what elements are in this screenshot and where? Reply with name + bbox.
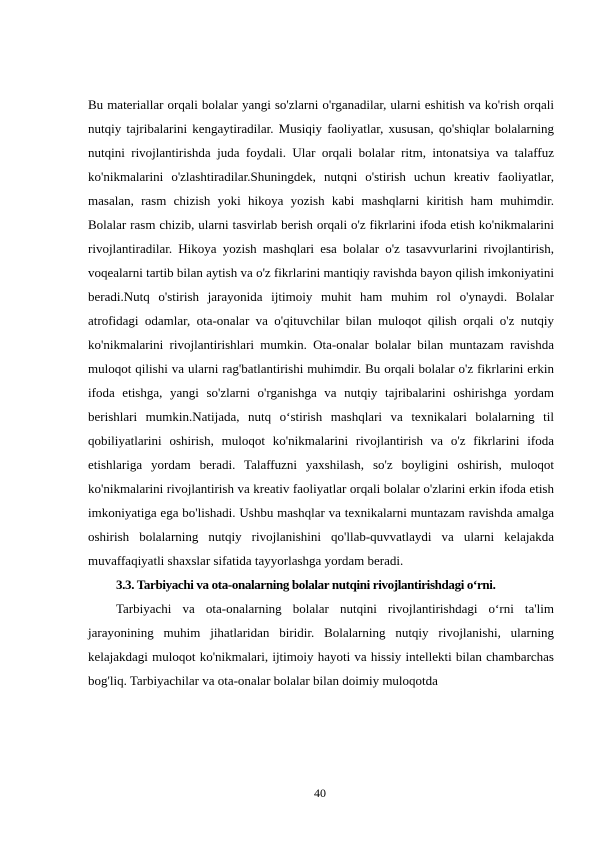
page-number: 40: [314, 786, 326, 800]
page-body: [88, 93, 554, 693]
body-paragraph: Bu materiallar orqali bolalar yangi so'zlarni o'rganadilar, ularni eshitish va ko'rish orqali nutqiy tajribalarini kengaytiradilar. Musiqiy faoliyatlar, xususan, qo'shiqlar bolalarning nutqini rivojlantirishda juda foydali. Ular orqali bolalar ritm, intonatsiya va talaffuz ko'nikmalarini o'zlashtiradilar.Shuningdek, nutqni o'stirish uchun kreativ faoliyatlar, masalan, rasm chizish yoki hikoya yozish kabi mashqlarni kiritish ham muhimdir. Bolalar rasm chizib, ularni tasvirlab berish orqali o'z fikrlarini ifoda etish ko'nikmalarini rivojlantiradilar. Hikoya yozish mashqlari esa bolalar o'z tasavvurlarini rivojlantirish, voqealarni tartib bilan aytish va o'z fikrlarini mantiqiy ravishda bayon qilish imkoniyatini beradi.Nutq o'stirish jarayonida ijtimoiy muhit ham muhim rol o'ynaydi. Bolalar atrofidagi odamlar, ota-onalar va o'qituvchilar bilan muloqot qilish orqali o'z nutqiy ko'nikmalarini rivojlantirishlari mumkin. Ota-onalar bolalar bilan muntazam ravishda muloqot qilishi va ularni rag'batlantirishi muhimdir. Bu orqali bolalar o'z fikrlarini erkin ifoda etishga, yangi so'zlarni o'rganishga va nutqiy tajribalarini oshirishga yordam berishlari mumkin.Natijada, nutq o‘stirish mashqlari va texnikalari bolalarning til qobiliyatlarini oshirish, muloqot ko'nikmalarini rivojlantirish va o'z fikrlarini ifoda etishlariga yordam beradi. Talaffuzni yaxshilash, so'z boyligini oshirish, muloqot ko'nikmalarini rivojlantirish va kreativ faoliyatlar orqali bolalar o'zlarini erkin ifoda etish imkoniyatiga ega bo'lishadi. Ushbu mashqlar va texnikalarni muntazam ravishda amalga oshirish bolalarning nutqiy rivojlanishini qo'llab-quvvatlaydi va ularni kelajakda muvaffaqiyatli shaxslar sifatida tayyorlashga yordam beradi.: [88, 97, 554, 568]
body-paragraph: Tarbiyachi va ota-onalarning bolalar nutqini rivojlantirishdagi o‘rni ta'lim jarayonining muhim jihatlaridan biridir. Bolalarning nutqiy rivojlanishi, ularning kelajakdagi muloqot ko'nikmalari, ijtimoiy hayoti va hissiy intellekti bilan chambarchas bog'liq. Tarbiyachilar va ota-onalar bolalar bilan doimiy muloqotda: [88, 601, 554, 688]
section-heading: 3.3. Tarbiyachi va ota-onalarning bolalar nutqini rivojlantirishdagi o‘rni.: [116, 577, 496, 592]
